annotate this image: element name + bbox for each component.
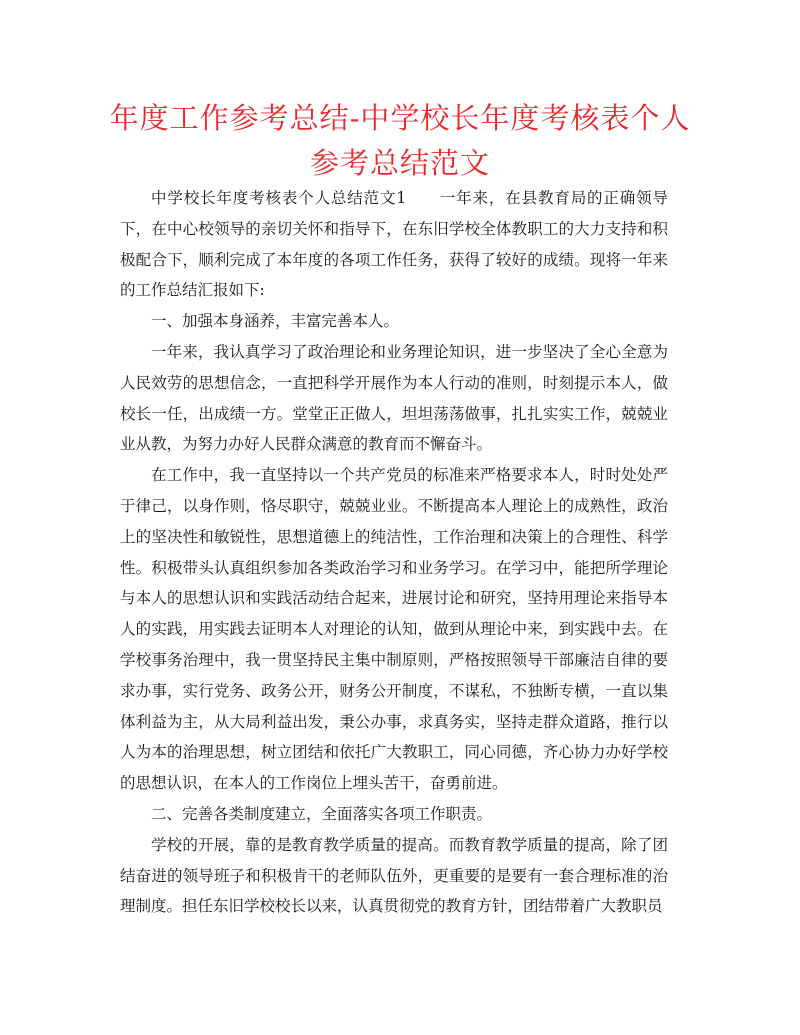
paragraph: 一年来，我认真学习了政治理论和业务理论知识，进一步坚决了全心全意为人民效劳的思想信念，一直把科学开展作为本人行动的准则，时刻提示本人，做校长一任，出成绩一方。堂堂正正做人，坦坦荡荡做事，扎扎实实工作，兢兢业业从教，为努力办好人民群众满意的教育而不懈奋斗。 [120,342,668,454]
paragraph-intro: 中学校长年度考核表个人总结范文1 一年来，在县教育局的正确领导下，在中心校领导的亲切关怀和指导下，在东旧学校全体教职工的大力支持和积极配合下，顺利完成了本年度的各项工作任务，获得了较好的成绩。现将一年来的工作总结汇报如下: [120,189,668,300]
paragraph: 在工作中，我一直坚持以一个共产党员的标准来严格要求本人，时时处处严于律己，以身作则，恪尽职守，兢兢业业。不断提高本人理论上的成熟性，政治上的坚决性和敏锐性，思想道德上的纯洁性，工作治理和决策上的合理性、科学性。积极带头认真组织参加各类政治学习和业务学习。在学习中，能把所学理论与本人的思想认识和实践活动结合起来，进展讨论和研究，坚持用理论来指导本人的实践，用实践去证明本人对理论的认知，做到从理论中来，到实践中去。在学校事务治理中，我一贯坚持民主集中制原则，严格按照领导干部廉洁自律的要求办事，实行党务、政务公开，财务公开制度，不谋私，不独断专横，一直以集体利益为主，从大局利益出发，秉公办事，求真务实，坚持走群众道路，推行以人为本的治理思想，树立团结和依托广大教职工，同心同德，齐心协力办好学校的思想认识，在本人的工作岗位上埋头苦干，奋勇前进。 [120,466,668,793]
document-body [120,183,668,922]
paragraph: 学校的开展，靠的是教育教学质量的提高。而教育教学质量的提高，除了团结奋进的领导班子和积极肯干的老师队伍外，更重要的是要有一套合理标准的治理制度。担任东旧学校校长以来，认真贯彻党的教育方针，团结带着广大教职员 [120,835,668,916]
section-heading-1: 一、加强本身涵养，丰富完善本人。 [151,312,400,331]
document-title: 年度工作参考总结-中学校长年度考核表个人参考总结范文 [109,101,691,180]
section-heading-2: 二、完善各类制度建立，全面落实各项工作职责。 [151,804,493,823]
